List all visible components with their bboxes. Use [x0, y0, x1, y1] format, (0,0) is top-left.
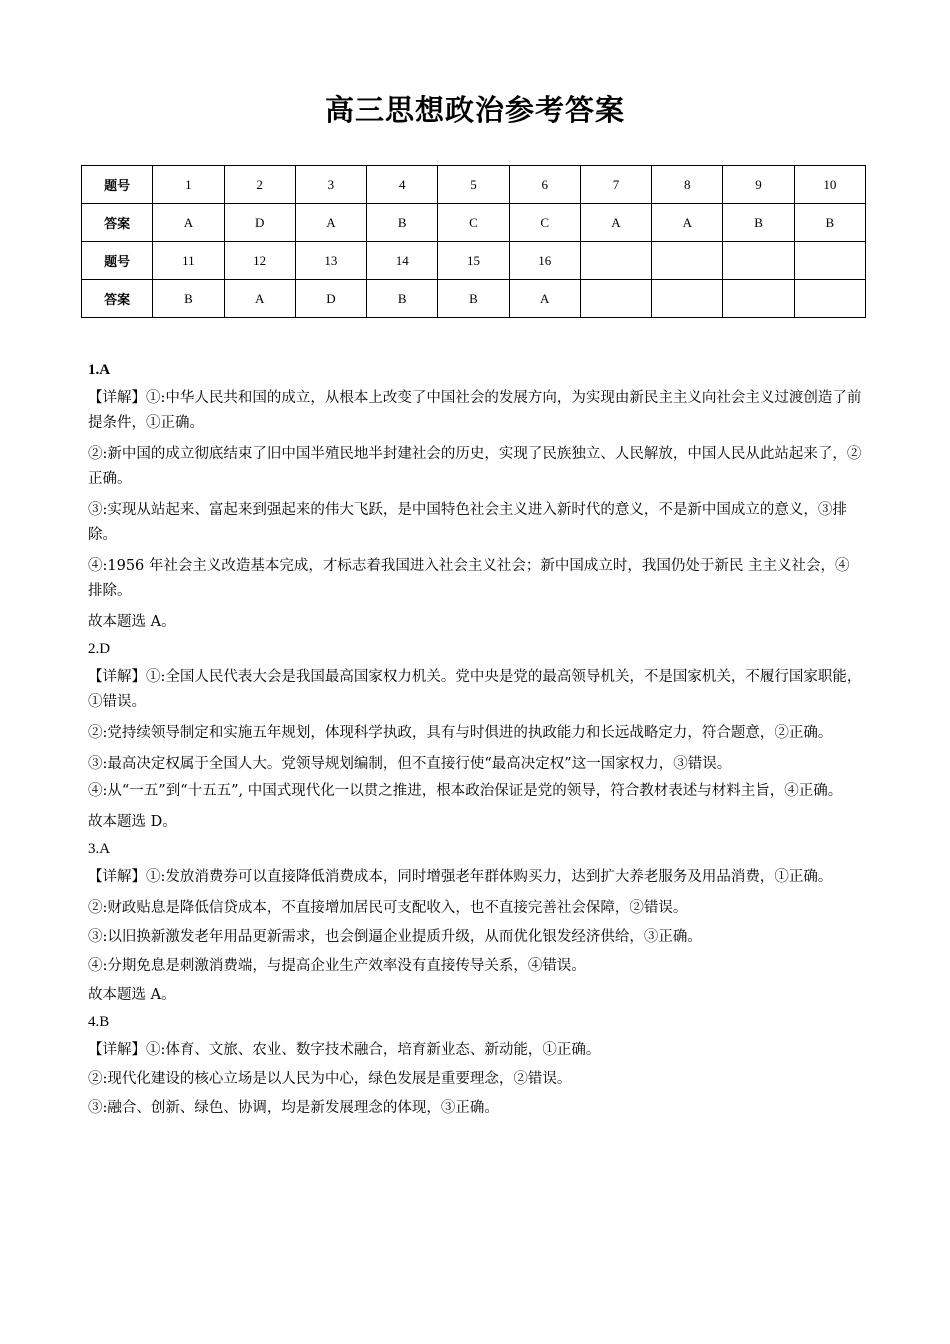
explanation-paragraph: ③:以旧换新激发老年用品更新需求，也会倒逼企业提质升级，从而优化银发经济供给，③正确。: [88, 929, 702, 945]
page-title: 高三思想政治参考答案: [324, 93, 625, 127]
table-cell: C: [438, 204, 509, 242]
table-cell: 6: [509, 166, 580, 204]
table-cell: [652, 242, 723, 280]
explanations: [88, 356, 863, 1125]
table-cell: 9: [723, 166, 794, 204]
table-cell: 12: [224, 242, 295, 280]
table-cell: D: [295, 280, 366, 318]
table-cell: 14: [367, 242, 438, 280]
table-cell: A: [295, 204, 366, 242]
table-cell: 8: [652, 166, 723, 204]
table-cell: B: [794, 204, 865, 242]
table-cell: 4: [367, 166, 438, 204]
explanation-paragraph: ④:1956 年社会主义改造基本完成，才标志着我国进入社会主义社会；新中国成立时，我国仍处于新民 主主义社会，④排除。: [88, 558, 850, 599]
table-cell: A: [509, 280, 580, 318]
table-cell: A: [153, 204, 224, 242]
table-cell: B: [438, 280, 509, 318]
explanation-paragraph: ③:最高决定权属于全国人大。党领导规划编制，但不直接行使“最高决定权”这一国家权力，③错误。: [88, 756, 732, 772]
table-cell: A: [224, 280, 295, 318]
table-cell: 2: [224, 166, 295, 204]
table-cell: [580, 280, 651, 318]
table-cell: 16: [509, 242, 580, 280]
table-cell: [723, 280, 794, 318]
question-heading: 2.D: [88, 641, 111, 657]
table-cell: 3: [295, 166, 366, 204]
table-cell: B: [153, 280, 224, 318]
table-cell: 7: [580, 166, 651, 204]
explanation-paragraph: ②:现代化建设的核心立场是以人民为中心，绿色发展是重要理念，②错误。: [88, 1071, 572, 1087]
explanation-paragraph: ②:财政贴息是降低信贷成本，不直接增加居民可支配收入，也不直接完善社会保障，②错误。: [88, 900, 688, 916]
explanation-paragraph: ②:新中国的成立彻底结束了旧中国半殖民地半封建社会的历史，实现了民族独立、人民解放，中国人民从此站起来了，②正确。: [88, 446, 862, 487]
answer-table: [81, 165, 866, 318]
table-cell: A: [580, 204, 651, 242]
row-label: 题号: [82, 242, 153, 280]
row-label: 答案: [82, 280, 153, 318]
table-row: [82, 166, 866, 204]
table-cell: C: [509, 204, 580, 242]
table-cell: 15: [438, 242, 509, 280]
explanation-paragraph: ③:融合、创新、绿色、协调，均是新发展理念的体现，③正确。: [88, 1100, 499, 1116]
row-label: 题号: [82, 166, 153, 204]
conclusion: 故本题选 D。: [88, 814, 177, 830]
explanation-paragraph: ④:分期免息是刺激消费端，与提高企业生产效率没有直接传导关系，④错误。: [88, 958, 586, 974]
table-row: [82, 204, 866, 242]
conclusion: 故本题选 A。: [88, 614, 176, 630]
explanation-paragraph: ③:实现从站起来、富起来到强起来的伟大飞跃，是中国特色社会主义进入新时代的意义，不是新中国成立的意义，③排除。: [88, 502, 847, 543]
row-label: 答案: [82, 204, 153, 242]
table-cell: D: [224, 204, 295, 242]
table-cell: [794, 280, 865, 318]
explanation-paragraph: 【详解】①:中华人民共和国的成立，从根本上改变了中国社会的发展方向，为实现由新民主主义向社会主义过渡创造了前提条件，①正确。: [88, 390, 862, 431]
table-row: [82, 280, 866, 318]
explanation-paragraph: ④:从“一五”到“十五五”, 中国式现代化一以贯之推进，根本政治保证是党的领导，符合教材表述与材料主旨，④正确。: [88, 783, 843, 799]
table-cell: [580, 242, 651, 280]
table-cell: [723, 242, 794, 280]
table-cell: 11: [153, 242, 224, 280]
question-heading: 3.A: [88, 841, 111, 857]
table-cell: B: [723, 204, 794, 242]
question-heading: 1.A: [88, 362, 111, 378]
table-cell: [652, 280, 723, 318]
explanation-paragraph: ②:党持续领导制定和实施五年规划，体现科学执政，具有与时俱进的执政能力和长远战略定力，符合题意，②正确。: [88, 725, 833, 741]
table-cell: [794, 242, 865, 280]
question-heading: 4.B: [88, 1014, 110, 1030]
explanation-paragraph: 【详解】①:全国人民代表大会是我国最高国家权力机关。党中央是党的最高领导机关，不是国家机关，不履行国家职能，①错误。: [88, 669, 862, 710]
table-cell: 1: [153, 166, 224, 204]
table-cell: 5: [438, 166, 509, 204]
conclusion: 故本题选 A。: [88, 987, 176, 1003]
table-cell: 13: [295, 242, 366, 280]
table-row: [82, 242, 866, 280]
table-cell: A: [652, 204, 723, 242]
explanation-paragraph: 【详解】①:发放消费券可以直接降低消费成本，同时增强老年群体购买力，达到扩大养老服务及用品消费，①正确。: [88, 869, 833, 885]
explanation-paragraph: 【详解】①:体育、文旅、农业、数字技术融合，培育新业态、新动能，①正确。: [88, 1042, 601, 1058]
table-cell: B: [367, 204, 438, 242]
table-cell: B: [367, 280, 438, 318]
table-cell: 10: [794, 166, 865, 204]
